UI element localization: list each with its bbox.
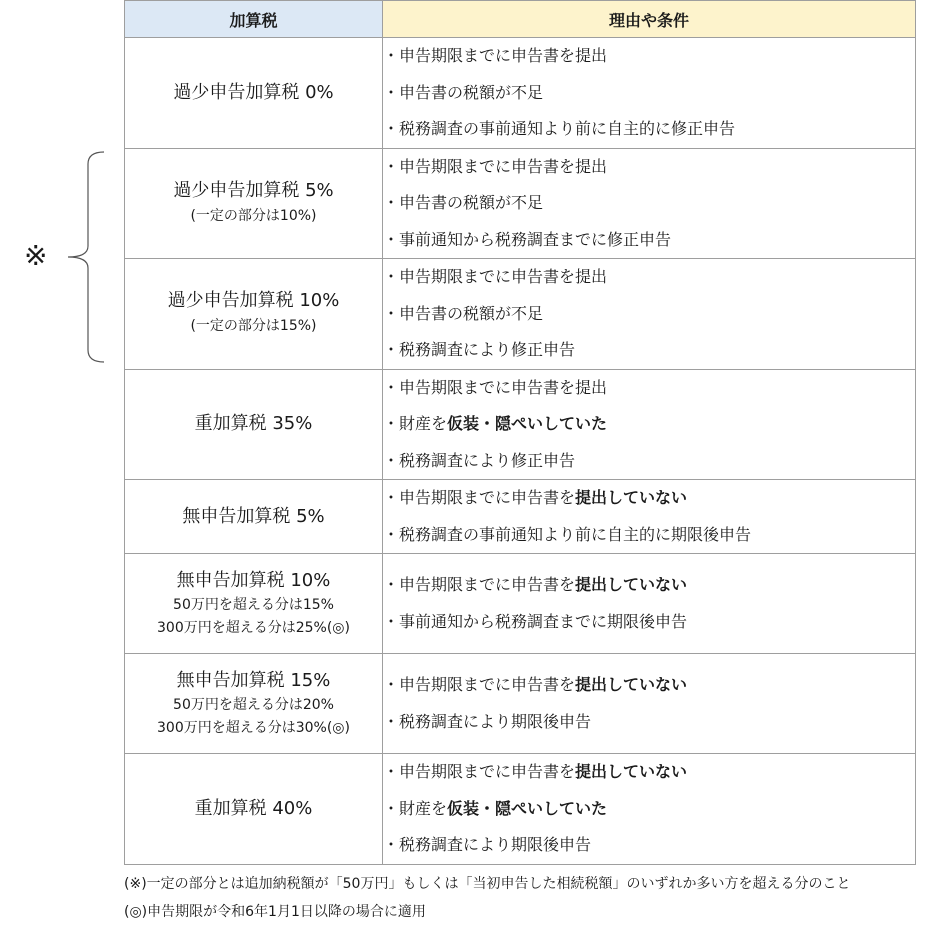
- condition-item: [383, 332, 915, 369]
- condition-emphasis: 提出していない: [575, 575, 688, 594]
- condition-text: ・税務調査により修正申告: [383, 450, 576, 470]
- footnote-double-circle: (◎)申告期限が令和6年1月1日以降の場合に適用: [124, 904, 426, 920]
- grouping-brace: [64, 150, 114, 364]
- condition-emphasis: 提出していない: [575, 762, 688, 781]
- table-row: [125, 480, 916, 554]
- condition-text: ・税務調査により修正申告: [383, 340, 576, 359]
- condition-item: [383, 38, 915, 75]
- condition-text: ・財産を: [383, 414, 448, 433]
- conditions-cell: [383, 259, 916, 370]
- tax-name-cell: [125, 259, 383, 370]
- condition-item: [383, 754, 915, 791]
- condition-text: ・申告書の税額が不足: [383, 82, 544, 102]
- tax-name-cell: [125, 38, 383, 149]
- condition-text: ・申告期限までに申告書を: [383, 575, 576, 594]
- conditions-cell: [383, 754, 916, 865]
- tax-name: 無申告加算税 5%: [182, 505, 325, 527]
- tax-name-cell: [125, 148, 383, 259]
- table-row: [125, 754, 916, 865]
- condition-text: ・税務調査により期限後申告: [383, 835, 592, 854]
- tax-name-cell: [125, 369, 383, 480]
- condition-text: ・申告期限までに申告書を: [383, 675, 576, 694]
- condition-emphasis: していた: [543, 414, 608, 433]
- condition-emphasis: していた: [543, 798, 608, 818]
- condition-text: ・申告期限までに申告書を提出: [383, 377, 608, 397]
- tax-name: 過少申告加算税 0%: [173, 81, 334, 103]
- tax-name: 過少申告加算税 10%: [167, 290, 340, 312]
- table-row: [125, 369, 916, 480]
- conditions-cell: [383, 554, 916, 654]
- condition-item: [383, 667, 915, 704]
- condition-item: [383, 75, 915, 112]
- conditions-cell: [383, 148, 916, 259]
- penalty-tax-table: [124, 0, 916, 865]
- condition-text: ・申告期限までに申告書を提出: [383, 267, 608, 286]
- condition-emphasis: 仮装・隠ぺい: [447, 414, 544, 433]
- condition-item: [383, 791, 915, 828]
- table-row: [125, 554, 916, 654]
- tax-name: 重加算税 40%: [194, 797, 313, 819]
- condition-item: [383, 222, 915, 259]
- condition-text: ・申告期限までに申告書を: [383, 488, 576, 507]
- condition-item: [383, 149, 915, 186]
- condition-text: ・申告期限までに申告書を: [383, 762, 576, 781]
- condition-text: ・財産を: [383, 798, 448, 818]
- condition-item: [383, 443, 915, 480]
- tax-rate-note: (一定の部分は10%): [190, 207, 317, 224]
- header-penalty-tax: 加算税: [125, 1, 383, 38]
- condition-item: [383, 567, 915, 604]
- condition-item: [383, 827, 915, 864]
- condition-item: [383, 406, 915, 443]
- side-note-mark: ※: [24, 239, 48, 272]
- tax-name-cell: [125, 654, 383, 754]
- tax-name: 過少申告加算税 5%: [173, 179, 334, 201]
- conditions-cell: [383, 654, 916, 754]
- tax-rate-note: 50万円を超える分は15%: [173, 596, 334, 613]
- tax-name-cell: [125, 754, 383, 865]
- condition-emphasis: 仮装・隠ぺい: [447, 798, 544, 818]
- condition-item: [383, 296, 915, 333]
- tax-rate-note: (一定の部分は15%): [190, 318, 317, 335]
- table-row: [125, 38, 916, 149]
- tax-rate-note: 300万円を超える分は25%(◎): [157, 619, 350, 636]
- condition-text: ・事前通知から税務調査までに修正申告: [383, 229, 672, 249]
- condition-item: [383, 370, 915, 407]
- conditions-cell: [383, 369, 916, 480]
- tax-rate-note: 50万円を超える分は20%: [173, 696, 334, 713]
- condition-item: [383, 185, 915, 222]
- condition-text: ・税務調査の事前通知より前に自主的に期限後申告: [383, 524, 752, 544]
- tax-rate-note: 300万円を超える分は30%(◎): [157, 719, 350, 736]
- table-row: [125, 259, 916, 370]
- tax-name: 重加算税 35%: [194, 413, 313, 435]
- tax-name-cell: [125, 554, 383, 654]
- condition-text: ・税務調査の事前通知より前に自主的に修正申告: [383, 119, 736, 138]
- conditions-cell: [383, 480, 916, 554]
- condition-item: [383, 604, 915, 641]
- condition-text: ・申告書の税額が不足: [383, 303, 544, 323]
- conditions-cell: [383, 38, 916, 149]
- condition-text: ・申告書の税額が不足: [383, 193, 544, 212]
- tax-name: 無申告加算税 10%: [176, 569, 331, 591]
- condition-emphasis: 提出していない: [575, 675, 688, 694]
- table-header-row: [125, 1, 916, 38]
- table-row: [125, 654, 916, 754]
- footnote-kome: (※)一定の部分とは追加納税額が「50万円」もしくは「当初申告した相続税額」のいずれか多い方を超える分のこと: [124, 876, 851, 892]
- condition-text: ・税務調査により期限後申告: [383, 711, 592, 731]
- table-body: [125, 38, 916, 865]
- condition-item: [383, 517, 915, 554]
- tax-name-cell: [125, 480, 383, 554]
- header-reason-conditions: 理由や条件: [383, 1, 916, 38]
- condition-item: [383, 704, 915, 741]
- condition-text: ・申告期限までに申告書を提出: [383, 46, 608, 65]
- condition-text: ・申告期限までに申告書を提出: [383, 156, 608, 176]
- condition-item: [383, 259, 915, 296]
- tax-name: 無申告加算税 15%: [176, 669, 331, 691]
- condition-text: ・事前通知から税務調査までに期限後申告: [383, 611, 688, 631]
- condition-emphasis: 提出していない: [575, 488, 688, 507]
- table-row: [125, 148, 916, 259]
- condition-item: [383, 111, 915, 148]
- condition-item: [383, 480, 915, 517]
